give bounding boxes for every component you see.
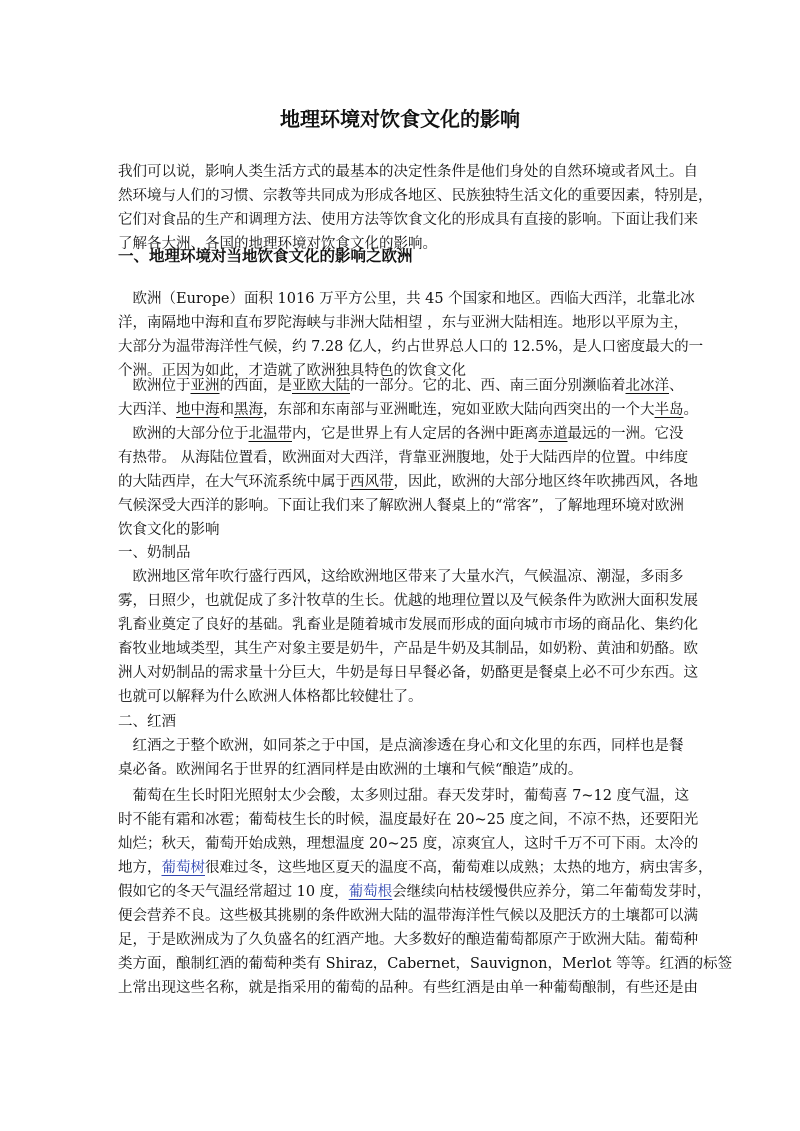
text-line: 也就可以解释为什么欧洲人体格都比较健壮了。 [118, 689, 423, 705]
text-line: 欧洲（Europe）面积 1016 万平方公里，共 45 个国家和地区。西临大西洋，北靠北冰 [118, 291, 695, 307]
link-asia[interactable]: 亚洲 [190, 378, 220, 394]
text-run: 假如它的冬天气温经常超过 10 度， [118, 884, 349, 900]
text-run: 。 [683, 402, 698, 418]
section-heading: 一、地理环境对当地饮食文化的影响之欧洲 [118, 247, 413, 265]
text-line: 它们对食品的生产和调理方法、使用方法等饮食文化的形成具有直接的影响。下面让我们来 [118, 212, 698, 228]
text-line: 足，于是欧洲成为了久负盛名的红酒产地。大多数好的酿造葡萄都原产于欧洲大陆。葡萄种 [118, 932, 698, 948]
text-line [118, 470, 698, 494]
text-run: 的西面，是 [219, 378, 292, 394]
link-westerlies[interactable]: 西风带 [350, 474, 394, 490]
text-line: 雾，日照少，也就促成了多汁牧草的生长。优越的地理位置以及气候条件为欧洲大面积发展 [118, 593, 698, 609]
europe-paragraph-1 [118, 287, 704, 383]
text-line [118, 422, 682, 446]
subsection-heading: 二、红酒 [118, 714, 176, 730]
text-line [118, 880, 712, 904]
link-grape-root[interactable]: 葡萄根 [348, 884, 393, 900]
text-run: 很难过冬，这些地区夏天的温度不高，葡萄难以成熟；太热的地方，病虫害多， [205, 860, 713, 876]
section-heading-europe [118, 244, 682, 268]
text-line: 类方面，酿制红酒的葡萄种类有 Shiraz，Cabernet，Sauvignon，Merlot 等等。红酒的标签 [118, 956, 733, 972]
text-run: 内，它是世界上有人定居的各洲中距离 [292, 426, 539, 442]
subsection-heading: 一、奶制品 [118, 545, 191, 561]
text-line: 洲人对奶制品的需求量十分巨大，牛奶是每日早餐必备，奶酪更是餐桌上必不可少东西。这 [118, 665, 698, 681]
intro-paragraph [118, 160, 713, 256]
text-line: 灿烂；秋天，葡萄开始成熟，理想温度 20~25 度，凉爽宜人，这时千万不可下雨。太冷的 [118, 836, 699, 852]
text-line: 然环境与人们的习惯、宗教等共同成为形成各地区、民族独特生活文化的重要因素，特别是， [118, 188, 713, 204]
text-line [118, 856, 713, 880]
text-line: 个洲。正因为如此，才造就了欧洲独具特色的饮食文化 [118, 363, 466, 379]
text-line: 饮食文化的影响 [118, 522, 220, 538]
text-line: 畜牧业地域类型，其生产对象主要是奶牛，产品是牛奶及其制品，如奶粉、黄油和奶酪。欧 [118, 641, 698, 657]
text-run: 大西洋、 [118, 402, 176, 418]
link-eurasia[interactable]: 亚欧大陆 [292, 378, 350, 394]
text-run: 的大陆西岸，在大气环流系统中属于 [118, 474, 350, 490]
europe-paragraph-2 [118, 374, 698, 422]
europe-paragraph-3 [118, 422, 698, 542]
text-line: 时不能有霜和冰雹；葡萄枝生长的时候，温度最好在 20~25 度之间，不凉不热，还要阳光 [118, 812, 699, 828]
text-run: 会继续向枯枝缓慢供应养分，第二年葡萄发芽时， [392, 884, 712, 900]
link-north-temperate[interactable]: 北温带 [248, 426, 292, 442]
text-line: 上常出现这些名称，就是指采用的葡萄的品种。有些红酒是由单一种葡萄酿制，有些还是由 [118, 980, 698, 996]
link-arctic-ocean[interactable]: 北冰洋 [625, 378, 669, 394]
text-line: 便会营养不良。这些极其挑剔的条件欧洲大陆的温带海洋性气候以及肥沃方的土壤都可以满 [118, 908, 698, 924]
text-line: 桌必备。欧洲闻名于世界的红酒同样是由欧洲的土壤和气候“酿造”成的。 [118, 762, 583, 778]
text-run: 最远的一洲。它没 [567, 426, 684, 442]
text-line: 气候深受大西洋的影响。下面让我们来了解欧洲人餐桌上的“常客”，了解地理环境对欧洲 [118, 498, 684, 514]
text-line: 葡萄在生长时阳光照射太少会酸，太多则过甜。春天发芽时，葡萄喜 7~12 度气温，这 [118, 788, 690, 804]
text-line: 了解各大洲、各国的地理环境对饮食文化的影响。 [118, 236, 437, 252]
text-run: 欧洲的大部分位于 [118, 426, 249, 442]
text-run: ，东部和东南部与亚洲毗连，宛如亚欧大陆向西突出的一个大 [263, 402, 655, 418]
wine-paragraph-2 [118, 784, 733, 1000]
text-line [118, 398, 698, 422]
text-run: 和 [219, 402, 234, 418]
text-line: 大部分为温带海洋性气候，约 7.28 亿人，约占世界总人口的 12.5%，是人口密度最大的一 [118, 339, 704, 355]
link-peninsula[interactable]: 半岛 [654, 402, 684, 418]
text-run: 的一部分。它的北、西、南三面分别濒临着 [350, 378, 626, 394]
text-run: ，因此，欧洲的大部分地区终年吹拂西风，各地 [393, 474, 698, 490]
link-equator[interactable]: 赤道 [538, 426, 568, 442]
link-mediterranean[interactable]: 地中海 [176, 402, 220, 418]
text-line: 有热带。 从海陆位置看，欧洲面对大西洋，背靠亚洲腹地，处于大陆西岸的位置。中纬度 [118, 450, 689, 466]
text-line: 我们可以说，影响人类生活方式的最基本的决定性条件是他们身处的自然环境或者风土。自 [118, 164, 698, 180]
text-line: 乳畜业奠定了良好的基础。乳畜业是随着城市发展而形成的面向城市市场的商品化、集约化 [118, 617, 698, 633]
link-grape-tree[interactable]: 葡萄树 [161, 860, 205, 876]
text-run: 欧洲位于 [118, 378, 191, 394]
link-black-sea[interactable]: 黑海 [234, 402, 263, 418]
text-run: 、 [669, 378, 684, 394]
text-line: 欧洲地区常年吹行盛行西风，这给欧洲地区带来了大量水汽，气候温凉、潮湿，多雨多 [118, 569, 684, 585]
text-line: 红酒之于整个欧洲，如同茶之于中国，是点滴渗透在身心和文化里的东西，同样也是餐 [118, 738, 684, 754]
text-run: 地方， [118, 860, 162, 876]
wine-section [118, 710, 682, 782]
text-line: 洋，南隔地中海和直布罗陀海峡与非洲大陆相望 ，东与亚洲大陆相连。地形以平原为主， [118, 315, 689, 331]
document-title: 地理环境对饮食文化的影响 [280, 107, 520, 131]
dairy-section [118, 541, 698, 709]
text-line [118, 374, 682, 398]
